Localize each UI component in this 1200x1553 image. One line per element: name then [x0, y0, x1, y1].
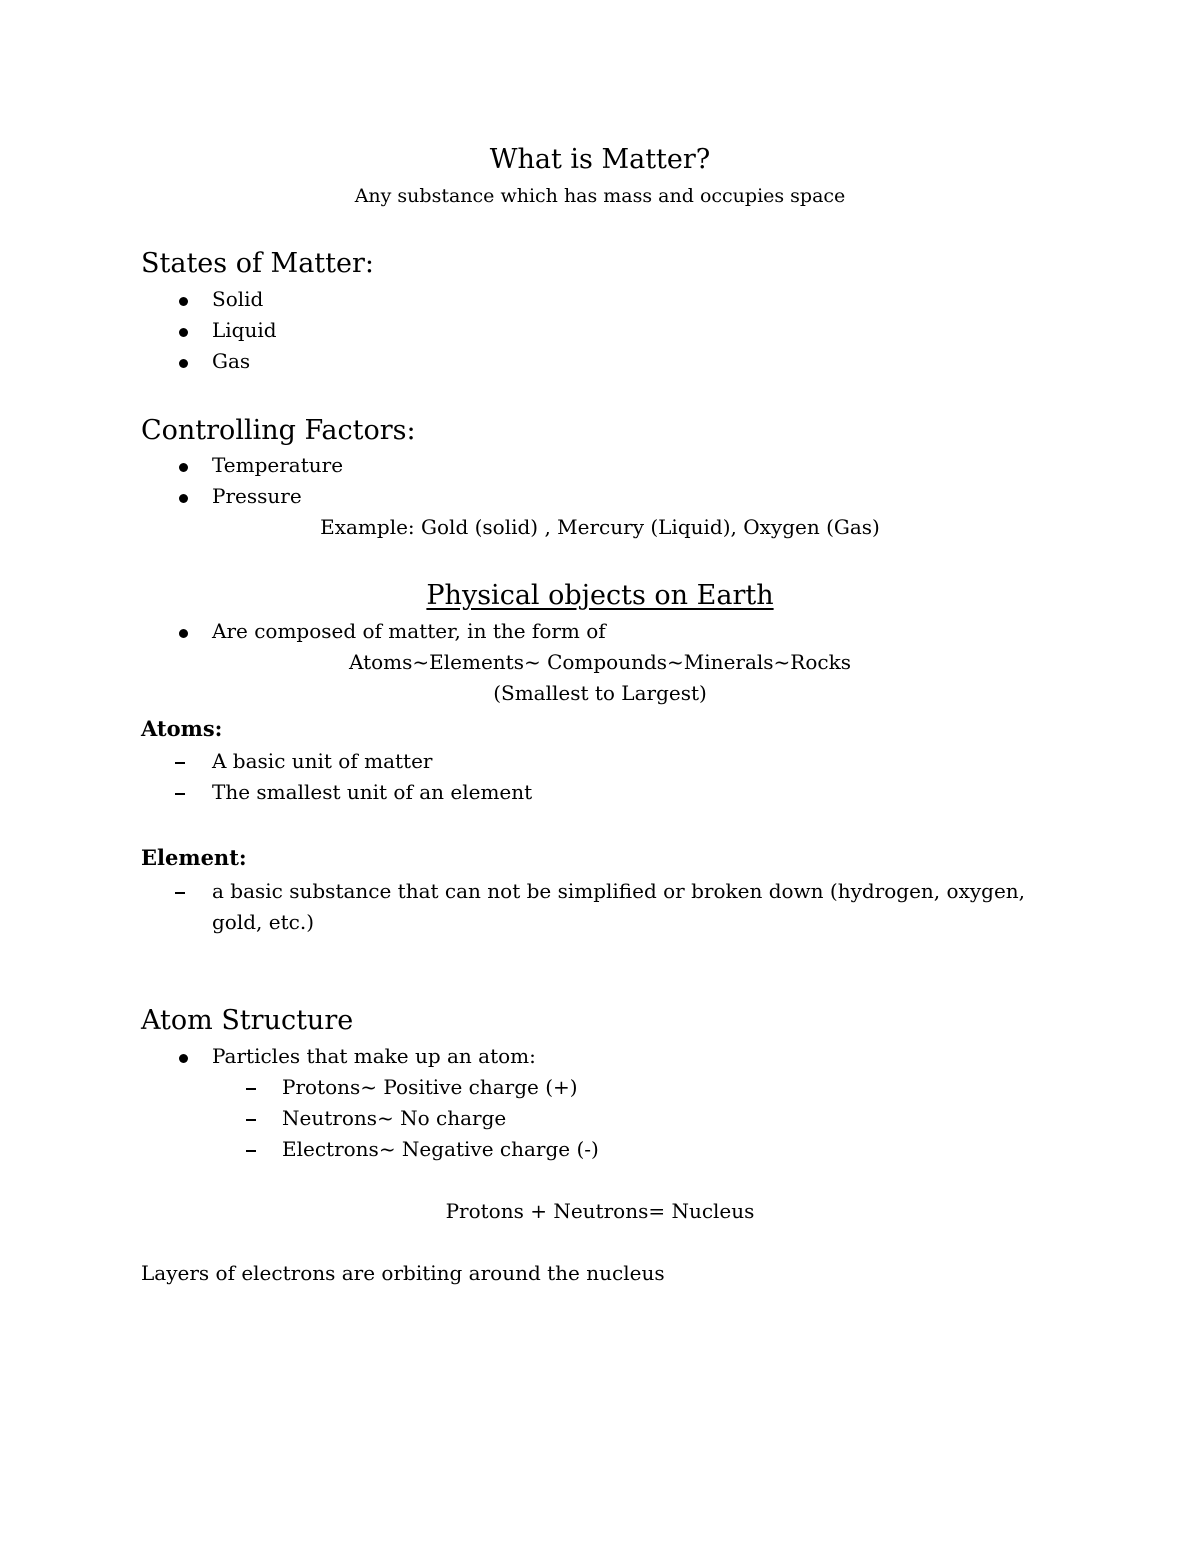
- list-item: Solid: [212, 287, 264, 311]
- list-item: Temperature: [212, 453, 344, 477]
- list-item: Are composed of matter, in the form of: [212, 619, 606, 643]
- states-heading: States of Matter:: [141, 248, 374, 279]
- order-note: (Smallest to Largest): [493, 681, 707, 705]
- bullet-dot-icon: [179, 1054, 188, 1063]
- dash-bullet-icon: [246, 1088, 256, 1090]
- list-item: Gas: [212, 349, 251, 373]
- particle-item: Electrons~ Negative charge (-): [282, 1137, 599, 1161]
- matter-sequence: Atoms~Elements~ Compounds~Minerals~Rocks: [348, 650, 851, 674]
- list-item: A basic unit of matter: [212, 749, 433, 773]
- list-item: Liquid: [212, 318, 277, 342]
- bullet-dot-icon: [179, 297, 188, 306]
- dash-bullet-icon: [246, 1119, 256, 1121]
- page-title: What is Matter?: [489, 144, 711, 175]
- dash-bullet-icon: [246, 1150, 256, 1152]
- page-subtitle: Any substance which has mass and occupies space: [354, 185, 846, 207]
- example-line: Example: Gold (solid) , Mercury (Liquid), Oxygen (Gas): [320, 515, 880, 539]
- closing-line: Layers of electrons are orbiting around the nucleus: [141, 1261, 665, 1285]
- list-item: a basic substance that can not be simplified or broken down (hydrogen, oxygen,: [212, 879, 1026, 903]
- structure-heading: Atom Structure: [141, 1005, 354, 1036]
- factors-heading: Controlling Factors:: [141, 415, 416, 446]
- particle-item: Protons~ Positive charge (+): [282, 1075, 578, 1099]
- list-item: The smallest unit of an element: [212, 780, 533, 804]
- bullet-dot-icon: [179, 328, 188, 337]
- list-item: Pressure: [212, 484, 302, 508]
- list-item-continuation: gold, etc.): [212, 910, 314, 934]
- bullet-dot-icon: [179, 359, 188, 368]
- bullet-dot-icon: [179, 494, 188, 503]
- atoms-heading: Atoms:: [141, 716, 223, 741]
- particle-item: Neutrons~ No charge: [282, 1106, 507, 1130]
- physical-heading: Physical objects on Earth: [426, 580, 774, 611]
- nucleus-equation: Protons + Neutrons= Nucleus: [445, 1199, 755, 1223]
- bullet-dot-icon: [179, 629, 188, 638]
- dash-bullet-icon: [175, 762, 185, 764]
- bullet-dot-icon: [179, 463, 188, 472]
- list-item: Particles that make up an atom:: [212, 1044, 536, 1068]
- dash-bullet-icon: [175, 892, 185, 894]
- dash-bullet-icon: [175, 793, 185, 795]
- element-heading: Element:: [141, 845, 247, 870]
